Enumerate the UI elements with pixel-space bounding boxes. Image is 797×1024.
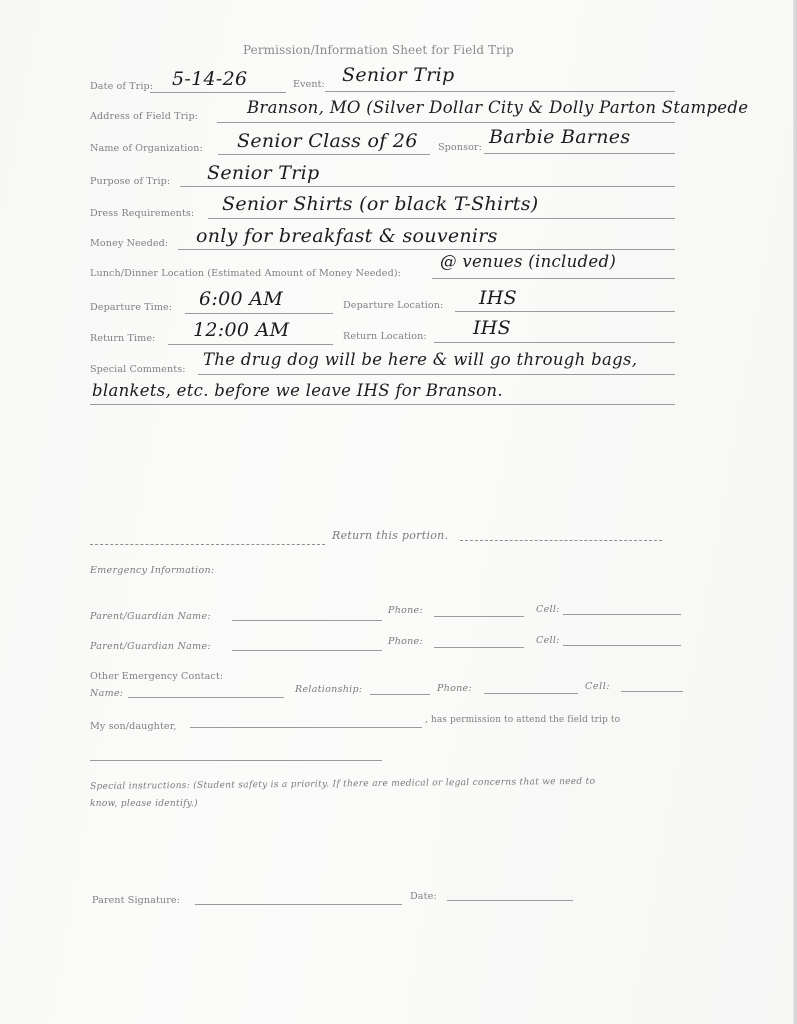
departure-time-label: Departure Time:: [90, 302, 173, 313]
parent-signature-label: Parent Signature:: [92, 895, 181, 906]
other-name-field[interactable]: [128, 697, 284, 698]
permission-prefix: My son/daughter,: [90, 721, 177, 732]
other-cell-field[interactable]: [621, 691, 683, 692]
sponsor-value[interactable]: Barbie Barnes: [489, 126, 631, 148]
lunch-label: Lunch/Dinner Location (Estimated Amount of Money Needed):: [90, 268, 401, 279]
address-line: [217, 122, 675, 123]
form-title: Permission/Information Sheet for Field Trip: [243, 43, 514, 57]
departure-location-line: [455, 311, 675, 312]
purpose-label: Purpose of Trip:: [90, 176, 171, 187]
cut-line-right: [460, 540, 662, 541]
sponsor-label: Sponsor:: [438, 142, 482, 153]
other-contact-label: Other Emergency Contact:: [90, 671, 224, 682]
parent1-phone-label: Phone:: [388, 605, 423, 616]
special-instructions-line1: Special instructions: (Student safety is a priority. If there are medical or legal concerns that we need to: [90, 776, 596, 792]
dress-label: Dress Requirements:: [90, 208, 195, 219]
permission-suffix: , has permission to attend the field trip to: [425, 715, 621, 725]
departure-time-line: [185, 313, 333, 314]
other-name-label: Name:: [90, 688, 124, 699]
parent2-cell-label: Cell:: [536, 635, 560, 646]
event-label: Event:: [293, 79, 325, 90]
signature-date-label: Date:: [410, 891, 437, 902]
purpose-value[interactable]: Senior Trip: [207, 162, 320, 184]
return-location-line: [434, 342, 675, 343]
parent2-name-label: Parent/Guardian Name:: [90, 641, 211, 652]
dress-value[interactable]: Senior Shirts (or black T-Shirts): [222, 193, 539, 215]
comments-value-line1[interactable]: The drug dog will be here & will go through bags,: [203, 350, 638, 369]
money-line: [178, 249, 675, 250]
parent2-phone-label: Phone:: [388, 636, 423, 647]
parent2-name-field[interactable]: [232, 650, 382, 651]
cut-line-left: [90, 544, 325, 545]
return-location-label: Return Location:: [343, 331, 427, 342]
parent1-name-field[interactable]: [232, 620, 382, 621]
student-name-field[interactable]: [190, 727, 422, 728]
organization-label: Name of Organization:: [90, 143, 203, 154]
date-value[interactable]: 5-14-26: [172, 68, 248, 90]
comments-label: Special Comments:: [90, 364, 186, 375]
return-time-label: Return Time:: [90, 333, 156, 344]
organization-line: [218, 154, 430, 155]
departure-time-value[interactable]: 6:00 AM: [199, 288, 283, 310]
signature-date-field[interactable]: [447, 900, 573, 901]
paper-edge: [793, 0, 797, 1024]
comments-line-1: [198, 374, 675, 375]
date-line: [150, 92, 286, 93]
return-location-value[interactable]: IHS: [473, 317, 511, 339]
event-line: [325, 91, 675, 92]
organization-value[interactable]: Senior Class of 26: [237, 130, 418, 152]
dress-line: [208, 218, 675, 219]
emergency-heading: Emergency Information:: [90, 565, 215, 576]
parent1-phone-field[interactable]: [434, 616, 524, 617]
return-portion-label: Return this portion.: [332, 529, 449, 542]
comments-line-2: [90, 404, 675, 405]
departure-location-value[interactable]: IHS: [479, 287, 517, 309]
return-time-line: [168, 344, 333, 345]
purpose-line: [180, 186, 675, 187]
parent-signature-field[interactable]: [195, 904, 402, 905]
relationship-label: Relationship:: [295, 684, 363, 695]
parent1-name-label: Parent/Guardian Name:: [90, 611, 211, 622]
parent2-phone-field[interactable]: [434, 647, 524, 648]
other-cell-label: Cell:: [585, 681, 611, 692]
return-time-value[interactable]: 12:00 AM: [193, 319, 290, 341]
parent1-cell-field[interactable]: [563, 614, 681, 615]
money-label: Money Needed:: [90, 238, 169, 249]
parent2-cell-field[interactable]: [563, 645, 681, 646]
lunch-value[interactable]: @ venues (included): [440, 252, 617, 271]
relationship-field[interactable]: [370, 694, 430, 695]
other-phone-label: Phone:: [437, 683, 472, 694]
departure-location-label: Departure Location:: [343, 300, 444, 311]
special-instructions-line2: know, please identify.): [90, 799, 198, 809]
address-value[interactable]: Branson, MO (Silver Dollar City & Dolly Parton Stampede: [247, 98, 749, 117]
comments-value-line2[interactable]: blankets, etc. before we leave IHS for Branson.: [92, 381, 503, 400]
event-value[interactable]: Senior Trip: [342, 64, 455, 86]
money-value[interactable]: only for breakfast & souvenirs: [196, 225, 498, 247]
lunch-line: [432, 278, 675, 279]
sponsor-line: [484, 153, 675, 154]
date-label: Date of Trip:: [90, 81, 154, 92]
destination-field[interactable]: [90, 760, 382, 761]
address-label: Address of Field Trip:: [90, 111, 199, 122]
parent1-cell-label: Cell:: [536, 604, 560, 615]
other-phone-field[interactable]: [484, 693, 578, 694]
